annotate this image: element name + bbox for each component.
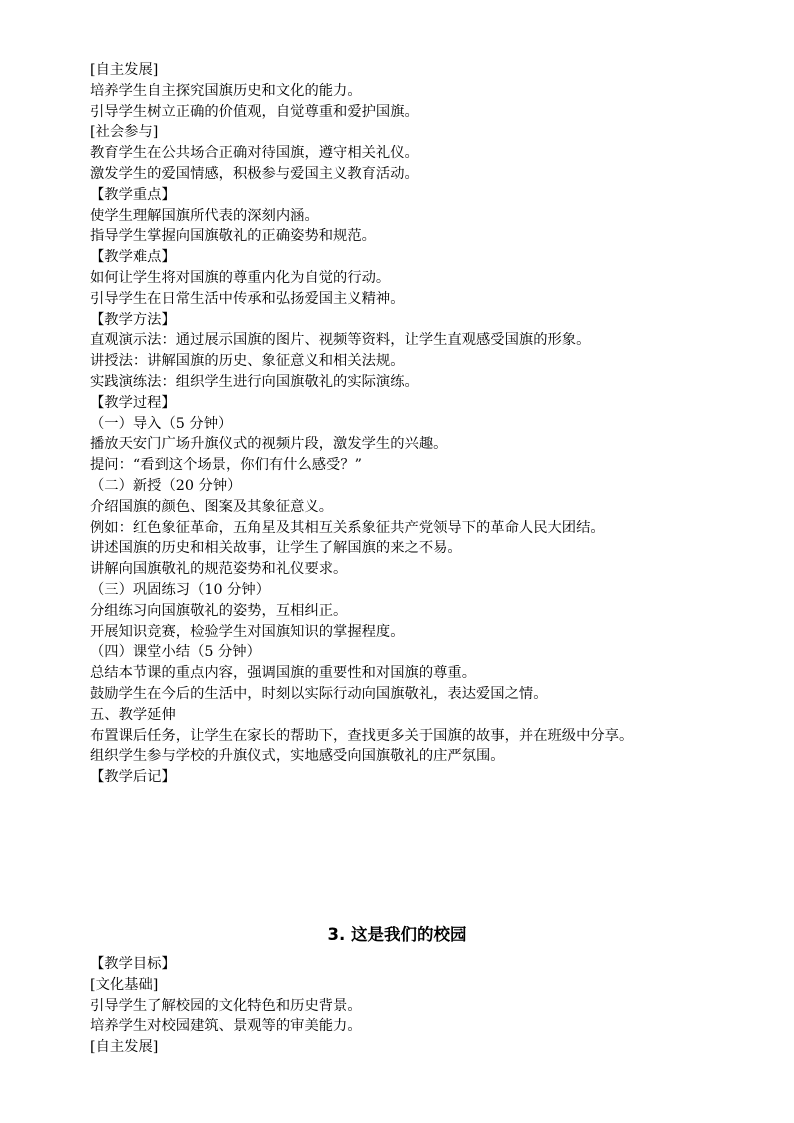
text-line: 播放天安门广场升旗仪式的视频片段，激发学生的兴趣。 [90, 436, 448, 453]
text-line: 五、教学延伸 [90, 706, 176, 723]
text-line: 【教学过程】 [90, 394, 176, 411]
lesson-plan-section-campus [90, 954, 750, 1058]
text-line: 鼓励学生在今后的生活中，时刻以实际行动向国旗敬礼，表达爱国之情。 [90, 685, 548, 702]
text-line: 布置课后任务，让学生在家长的帮助下，查找更多关于国旗的故事，并在班级中分享。 [90, 727, 634, 744]
text-line: 引导学生树立正确的价值观，自觉尊重和爱护国旗。 [90, 103, 419, 120]
text-line: 引导学生了解校园的文化特色和历史背景。 [90, 997, 362, 1014]
lesson-plan-section-flag [90, 60, 750, 788]
text-line: 开展知识竞赛，检验学生对国旗知识的掌握程度。 [90, 623, 405, 640]
text-line: 【教学重点】 [90, 186, 176, 203]
text-line: 【教学难点】 [90, 249, 176, 266]
text-line: 培养学生对校园建筑、景观等的审美能力。 [90, 1018, 362, 1035]
text-line: [自主发展] [90, 1039, 159, 1056]
text-line: 讲授法：讲解国旗的历史、象征意义和相关法规。 [90, 353, 405, 370]
text-line: 使学生理解国旗所代表的深刻内涵。 [90, 207, 319, 224]
text-line: 【教学目标】 [90, 956, 176, 972]
text-line: 实践演练法：组织学生进行向国旗敬礼的实际演练。 [90, 373, 419, 390]
text-line: [社会参与] [90, 124, 159, 141]
text-line: （四）课堂小结（5 分钟） [90, 644, 261, 661]
text-line: 直观演示法：通过展示国旗的图片、视频等资料，让学生直观感受国旗的形象。 [90, 332, 591, 349]
text-line: 教育学生在公共场合正确对待国旗，遵守相关礼仪。 [90, 145, 419, 162]
text-line: [自主发展] [90, 62, 159, 78]
text-line: 指导学生掌握向国旗敬礼的正确姿势和规范。 [90, 228, 376, 245]
text-line: 【教学方法】 [90, 311, 176, 328]
text-line: （一）导入（5 分钟） [90, 415, 233, 432]
text-line: 分组练习向国旗敬礼的姿势，互相纠正。 [90, 602, 348, 619]
text-line: 激发学生的爱国情感，积极参与爱国主义教育活动。 [90, 165, 419, 182]
text-line: 如何让学生将对国旗的尊重内化为自觉的行动。 [90, 269, 391, 286]
text-line: [文化基础] [90, 976, 159, 993]
text-line: 讲述国旗的历史和相关故事，让学生了解国旗的来之不易。 [90, 540, 462, 557]
text-line: 引导学生在日常生活中传承和弘扬爱国主义精神。 [90, 290, 405, 307]
text-line: （三）巩固练习（10 分钟） [90, 581, 271, 598]
text-line: 提问：“看到这个场景，你们有什么感受？” [90, 457, 362, 474]
text-line: 组织学生参与学校的升旗仪式，实地感受向国旗敬礼的庄严氛围。 [90, 748, 505, 765]
text-line: 总结本节课的重点内容，强调国旗的重要性和对国旗的尊重。 [90, 665, 477, 682]
text-line: 培养学生自主探究国旗历史和文化的能力。 [90, 82, 362, 99]
text-line: 介绍国旗的颜色、图案及其象征意义。 [90, 498, 334, 515]
text-line: （二）新授（20 分钟） [90, 477, 242, 494]
text-line: 讲解向国旗敬礼的规范姿势和礼仪要求。 [90, 561, 348, 578]
lesson-title: 3. 这是我们的校园 [327, 925, 467, 944]
text-line: 【教学后记】 [90, 769, 176, 786]
text-line: 例如：红色象征革命，五角星及其相互关系象征共产党领导下的革命人民大团结。 [90, 519, 605, 536]
